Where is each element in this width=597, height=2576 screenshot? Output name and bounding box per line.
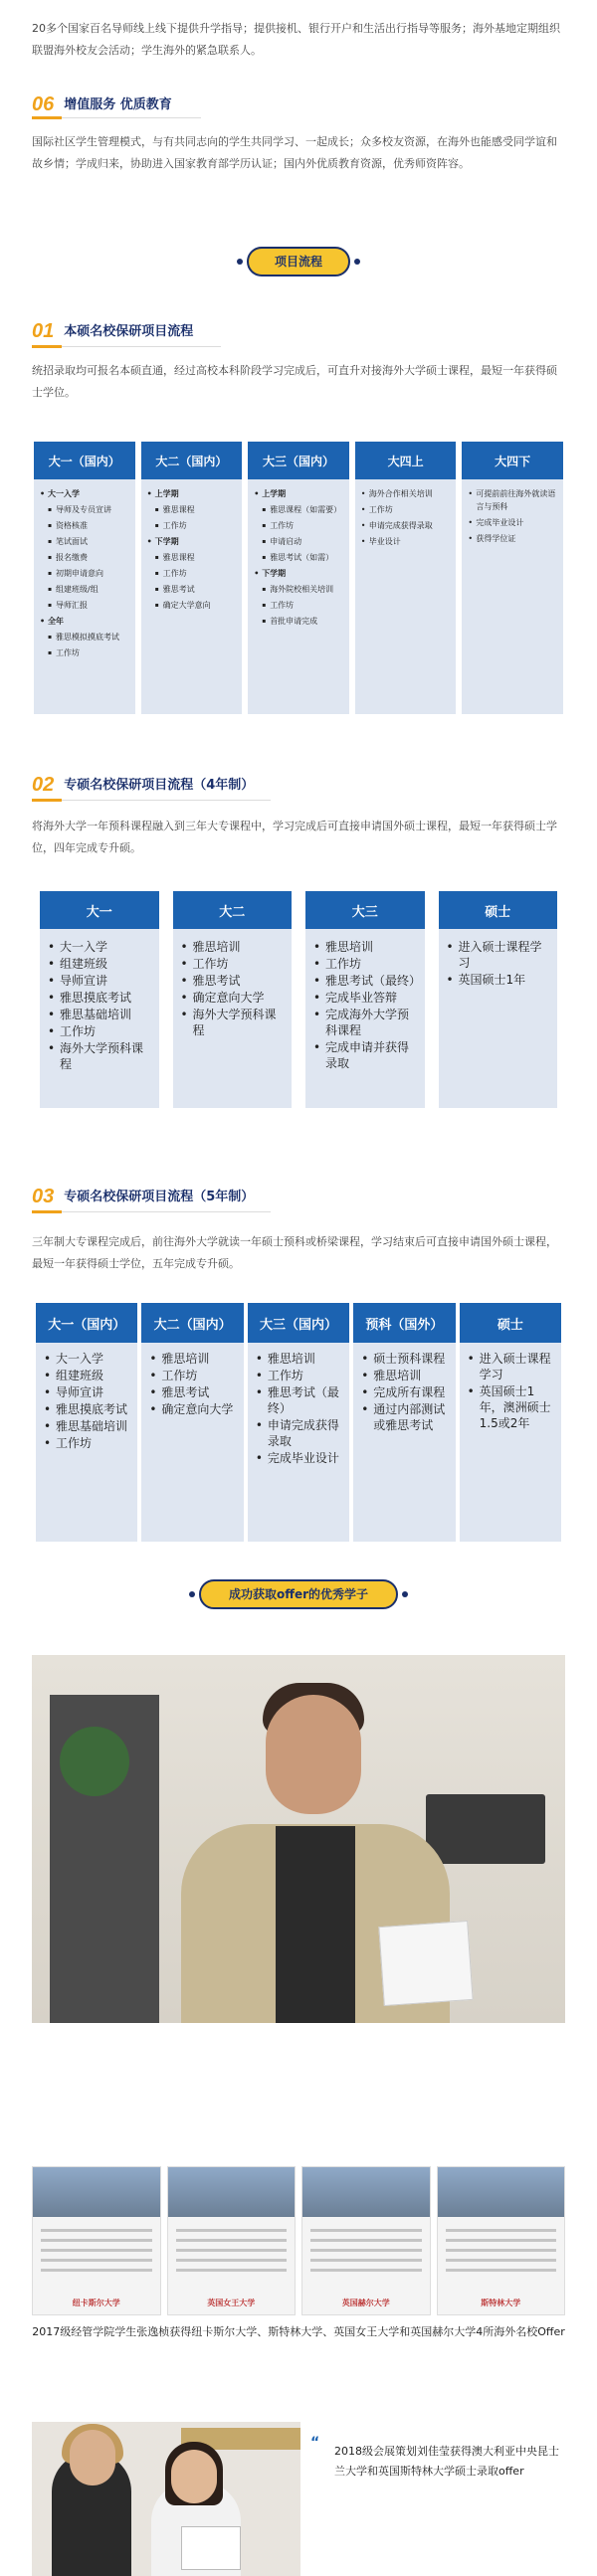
column-body: [462, 479, 563, 714]
list-item: ▪ 雅思考试: [147, 583, 237, 596]
list-item: ▪ 工作坊: [147, 567, 237, 580]
list-item: • 英国硕士1年: [447, 972, 550, 988]
certificate-university: 英国赫尔大学: [341, 2299, 390, 2307]
list-item: ▪ 初期申请意向: [40, 567, 129, 580]
column-body: [248, 479, 349, 714]
column-header: 预科（国外）: [353, 1303, 455, 1343]
student-photo: [32, 1655, 565, 2023]
certificate-university: 斯特林大学: [481, 2299, 521, 2307]
list-item: • 雅思基础培训: [48, 1007, 151, 1022]
column-header: 大一（国内）: [34, 442, 135, 479]
section-01-text: 统招录取均可报名本硕直通，经过高校本科阶段学习完成后，可直升对接海外大学硕士课程，最短一年获得硕士学位。: [32, 364, 557, 399]
intro-text: 20多个国家百名导师线上线下提供升学指导；提供接机、银行开户和生活出行指导等服务；海外基地定期组织联盟海外校友会活动；学生海外的紧急联系人。: [32, 22, 560, 57]
column-body: [141, 479, 243, 714]
list-item: • 完成毕业设计: [256, 1450, 341, 1466]
column-body: [173, 929, 293, 1108]
student-caption-1: 2017级经管学院学生张逸桢获得纽卡斯尔大学、斯特林大学、英国女王大学和英国赫尔大学4所海外名校Offer: [32, 2325, 565, 2338]
column-header: 大三（国内）: [248, 442, 349, 479]
table-column: [173, 891, 293, 1108]
section-title: 专硕名校保研项目流程（5年制）: [64, 1190, 255, 1204]
table-column: [355, 442, 457, 714]
list-item: ▪ 报名缴费: [40, 551, 129, 564]
list-item: • 导师宣讲: [48, 973, 151, 989]
offer-certificates: [32, 2166, 565, 2315]
column-header: 大四下: [462, 442, 563, 479]
offer-certificate: [437, 2166, 566, 2315]
list-item: • 获得学位证: [468, 532, 557, 545]
section-divider: [32, 1211, 271, 1212]
column-header: 大一: [40, 891, 159, 929]
student-photo-2: [32, 2422, 300, 2576]
table-4-year: [40, 891, 557, 1108]
column-header: 大二（国内）: [141, 1303, 243, 1343]
offer-certificate: [167, 2166, 297, 2315]
list-item: • 大一入学: [40, 487, 129, 500]
list-item: • 雅思培训: [313, 939, 417, 955]
section-title: 本硕名校保研项目流程: [64, 324, 194, 339]
column-header: 硕士: [460, 1303, 561, 1343]
table-column: [34, 442, 135, 714]
list-item: • 下学期: [147, 535, 237, 548]
list-item: • 工作坊: [361, 503, 451, 516]
list-item: • 组建班级: [44, 1368, 129, 1383]
list-item: ▪ 雅思课程: [147, 551, 237, 564]
table-column: [439, 891, 558, 1108]
list-item: • 工作坊: [313, 956, 417, 972]
list-item: • 确定意向大学: [149, 1401, 235, 1417]
table-column: [462, 442, 563, 714]
table-column: [40, 891, 159, 1108]
column-body: [36, 1343, 137, 1542]
list-item: • 组建班级: [48, 956, 151, 972]
column-header: 大二: [173, 891, 293, 929]
column-body: [460, 1343, 561, 1542]
list-item: • 上学期: [147, 487, 237, 500]
table-column: [36, 1303, 137, 1542]
list-item: • 雅思摸底考试: [48, 990, 151, 1006]
offer-certificate: [32, 2166, 161, 2315]
column-body: [439, 929, 558, 1108]
section-02-header: [32, 770, 254, 796]
section-number: 03: [32, 1186, 55, 1207]
list-item: ▪ 雅思考试（如需）: [254, 551, 343, 564]
list-item: • 雅思培训: [256, 1351, 341, 1367]
list-item: • 雅思考试（最终）: [313, 973, 417, 989]
list-item: ▪ 雅思课程: [147, 503, 237, 516]
table-column: [141, 1303, 243, 1542]
column-body: [34, 479, 135, 714]
section-number: 06: [32, 93, 55, 115]
column-body: [248, 1343, 349, 1542]
list-item: • 雅思培训: [181, 939, 285, 955]
column-body: [141, 1343, 243, 1542]
list-item: ▪ 组建班级/组: [40, 583, 129, 596]
list-item: • 雅思考试: [181, 973, 285, 989]
list-item: • 工作坊: [44, 1435, 129, 1451]
list-item: • 完成毕业设计: [468, 516, 557, 529]
list-item: ▪ 导师汇报: [40, 599, 129, 612]
list-item: • 完成海外大学预科课程: [313, 1007, 417, 1038]
list-item: • 大一入学: [44, 1351, 129, 1367]
list-item: ▪ 雅思课程（如需要）: [254, 503, 343, 516]
column-body: [355, 479, 457, 714]
column-header: 大一（国内）: [36, 1303, 137, 1343]
list-item: • 全年: [40, 615, 129, 628]
list-item: ▪ 工作坊: [40, 646, 129, 659]
list-item: ▪ 首批申请完成: [254, 615, 343, 628]
table-column: [248, 1303, 349, 1542]
list-item: • 工作坊: [256, 1368, 341, 1383]
list-item: • 完成所有课程: [361, 1384, 447, 1400]
student-caption-2: 2018级会展策划刘佳莹获得澳大利亚中央昆士兰大学和英国斯特林大学硕士录取offer: [334, 2445, 559, 2478]
section-number: 02: [32, 774, 55, 796]
list-item: • 工作坊: [48, 1023, 151, 1039]
list-item: • 申请完成获得录取: [256, 1417, 341, 1449]
table-column: [353, 1303, 455, 1542]
list-item: • 下学期: [254, 567, 343, 580]
list-item: ▪ 工作坊: [147, 519, 237, 532]
list-item: • 工作坊: [149, 1368, 235, 1383]
list-item: ▪ 资格核准: [40, 519, 129, 532]
section-divider: [32, 346, 221, 347]
offer-certificate: [301, 2166, 431, 2315]
list-item: • 完成申请并获得录取: [313, 1039, 417, 1071]
section-03-text: 三年制大专课程完成后，前往海外大学就读一年硕士预科或桥梁课程，学习结束后可直接申请国外硕士课程，最短一年获得硕士学位，五年完成专升硕。: [32, 1235, 557, 1270]
column-body: [353, 1343, 455, 1542]
list-item: • 工作坊: [181, 956, 285, 972]
table-column: [460, 1303, 561, 1542]
column-header: 大三（国内）: [248, 1303, 349, 1343]
section-number: 01: [32, 320, 55, 342]
list-item: • 雅思基础培训: [44, 1418, 129, 1434]
section-divider: [32, 117, 201, 118]
section-title: 增值服务 优质教育: [64, 97, 172, 112]
list-item: • 上学期: [254, 487, 343, 500]
quote-icon: “: [310, 2435, 320, 2451]
offer-students-pill: 成功获取offer的优秀学子: [199, 1579, 398, 1609]
list-item: • 可提前前往海外就读语言与预科: [468, 487, 557, 513]
table-column: [305, 891, 425, 1108]
list-item: • 毕业设计: [361, 535, 451, 548]
list-item: • 硕士预科课程: [361, 1351, 447, 1367]
table-column: [248, 442, 349, 714]
column-body: [305, 929, 425, 1108]
list-item: • 确定意向大学: [181, 990, 285, 1006]
certificate-university: 英国女王大学: [207, 2299, 256, 2307]
list-item: ▪ 导师及专员宣讲: [40, 503, 129, 516]
list-item: • 进入硕士课程学习: [468, 1351, 553, 1382]
list-item: ▪ 笔试面试: [40, 535, 129, 548]
column-header: 大四上: [355, 442, 457, 479]
list-item: • 雅思培训: [361, 1368, 447, 1383]
list-item: • 海外大学预科课程: [48, 1040, 151, 1072]
list-item: ▪ 确定大学意向: [147, 599, 237, 612]
list-item: • 雅思考试: [149, 1384, 235, 1400]
list-item: • 导师宣讲: [44, 1384, 129, 1400]
section-06-text: 国际社区学生管理模式，与有共同志向的学生共同学习、一起成长；众多校友资源，在海外也能感受同学谊和故乡情；学成归来，协助进入国家教育部学历认证；国内外优质教育资源，优秀师资阵容。: [32, 135, 557, 170]
table-column: [141, 442, 243, 714]
section-06-header: [32, 90, 172, 115]
list-item: • 海外合作相关培训: [361, 487, 451, 500]
column-header: 大三: [305, 891, 425, 929]
column-body: [40, 929, 159, 1108]
list-item: • 雅思摸底考试: [44, 1401, 129, 1417]
column-header: 硕士: [439, 891, 558, 929]
section-01-header: [32, 316, 193, 342]
section-03-header: [32, 1182, 254, 1207]
certificate-university: 纽卡斯尔大学: [72, 2299, 120, 2307]
list-item: • 英国硕士1年，澳洲硕士1.5或2年: [468, 1383, 553, 1431]
project-flow-pill: 项目流程: [247, 247, 350, 276]
list-item: • 海外大学预科课程: [181, 1007, 285, 1038]
list-item: ▪ 工作坊: [254, 519, 343, 532]
list-item: ▪ 申请启动: [254, 535, 343, 548]
list-item: • 完成毕业答辩: [313, 990, 417, 1006]
list-item: • 雅思考试（最终）: [256, 1384, 341, 1416]
list-item: • 雅思培训: [149, 1351, 235, 1367]
list-item: • 申请完成获得录取: [361, 519, 451, 532]
section-02-text: 将海外大学一年预科课程融入到三年大专课程中，学习完成后可直接申请国外硕士课程，最短一年获得硕士学位，四年完成专升硕。: [32, 820, 557, 854]
section-title: 专硕名校保研项目流程（4年制）: [64, 778, 255, 793]
list-item: ▪ 雅思模拟摸底考试: [40, 631, 129, 644]
list-item: • 进入硕士课程学习: [447, 939, 550, 971]
table-bachelor-master: [34, 442, 563, 714]
column-header: 大二（国内）: [141, 442, 243, 479]
list-item: • 大一入学: [48, 939, 151, 955]
list-item: ▪ 海外院校相关培训: [254, 583, 343, 596]
table-5-year: [36, 1303, 561, 1542]
list-item: • 通过内部测试或雅思考试: [361, 1401, 447, 1433]
section-divider: [32, 800, 271, 801]
list-item: ▪ 工作坊: [254, 599, 343, 612]
